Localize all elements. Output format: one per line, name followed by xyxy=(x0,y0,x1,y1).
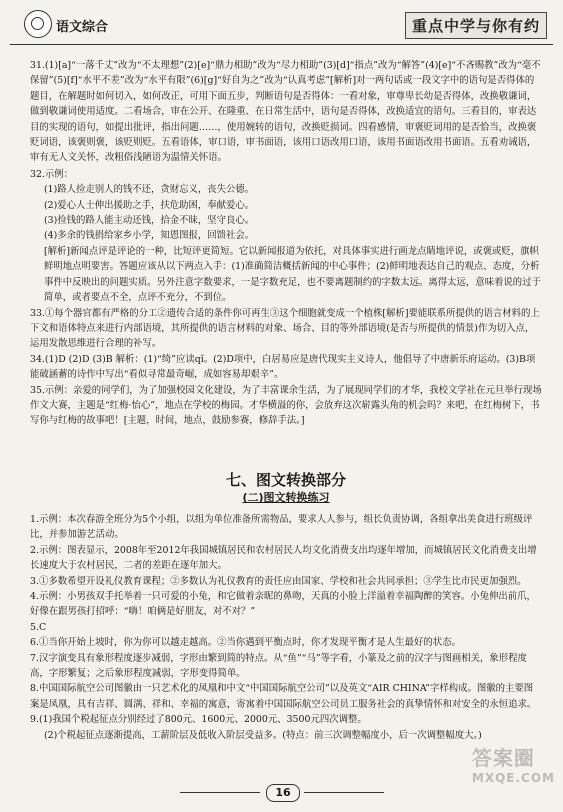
answer-ex-1: 1.示例：本次春游全班分为5个小组，以组为单位准备所需物品，要求人人参与，组长负责协调，各组拿出美食进行班级评比，并参加游艺活动。 xyxy=(30,514,533,541)
answer-34: 34.(1)D (2)D (3)B 解析：(1)“绮”应读qǐ。(2)D项中，白居易应是唐代现实主义诗人，他倡导了中唐新乐府运动。(3)B项能破涵蓄的诗作中写出“看似寻常最奇崛，成如容易却艰辛”。 xyxy=(30,353,536,381)
brand-banner: 重点中学与你有约 xyxy=(405,12,547,39)
answer-32-line-2: (2)爱心人士伸出援助之手，扶危助困，奉献爱心。 xyxy=(44,199,255,211)
page-header xyxy=(10,8,553,45)
answer-ex-6: 6.①当你开始上坡时，你为你可以越走越高。②当你遇到平衡点时，你才发现平衡才是人生最好的状态。 xyxy=(30,637,461,649)
section-title: 七、图文转换部分 xyxy=(225,471,346,489)
answer-33: 33.①每个器官都有严格的分工②遗传合适的条件你可再生③这个细胞就变成一个植株[解析]要能联系所提供的语言材料的上下文和语体特点来进行内部语境，其所提供的语言材料的对象、场合、目的等外部语境(是否与所提供的情景)作为切入点，运用发散思维进行合理的补写。 xyxy=(30,307,540,350)
watermark-main: 答案圈 xyxy=(471,746,535,770)
school-logo-icon xyxy=(24,10,52,38)
answer-block-part2 xyxy=(30,462,542,743)
answer-block-part1 xyxy=(30,58,542,429)
answer-32-line-3: (3)捡钱的路人能主动还钱，拾金不昧，坚守良心。 xyxy=(44,215,255,227)
page-number: 16 xyxy=(266,784,300,802)
subject-title: 语文综合 xyxy=(56,20,109,35)
answer-35: 35.示例：亲爱的同学们，为了加强校园文化建设，为了丰富课余生活，为了展现同学们的才华，我校文学社在元旦举行现场作文大赛，主题是“红梅·怡心”，地点在学校的梅园。才华横溢的你，会放弃这次崭露头角的机会吗？来吧，在红梅树下，书写你与红梅的故事吧！[主题，时间，地点，鼓励参赛，修辞手法。] xyxy=(30,384,542,427)
page-footer xyxy=(0,782,563,804)
answer-ex-3: 3.①多数希望开设礼仪教育课程；②多数认为礼仪教育的责任应由国家、学校和社会共同承担；③学生比市民更加强烈。 xyxy=(30,575,527,587)
footer-rule-right xyxy=(304,792,384,793)
section-subtitle: (二)图文转换练习 xyxy=(242,491,330,504)
answer-ex-4: 4.示例：小男孩双手托举着一只可爱的小兔，和它做着亲昵的鼻吻，天真的小脸上洋溢着幸福陶醉的笑容。小兔伸出前爪，好像在跟男孩打招呼：“嗨！咱俩是好朋友，对不对？” xyxy=(30,591,536,618)
watermark-sub: MXQE.COM xyxy=(471,771,555,785)
answer-ex-8: 8.中国国际航空公司图徽由一只艺术化的凤凰和中文“中国国际航空公司”以及英文“AIR CHINA”字样构成。图徽的主要图案是凤凰，具有吉祥、圆满、祥和、幸福的寓意，寄寓着中国国际航空公司员工服务社会的真挚情怀和对安全的永恒追求。 xyxy=(30,683,537,710)
watermark-logo xyxy=(472,742,555,785)
footer-rule-left xyxy=(180,792,260,793)
answer-ex-7: 7.汉字演变具有象形程度逐步减弱，字形由繁到简的特点。从“鱼”“马”等字看，小篆及之前的汉字与图画相关，象形程度高，字形繁复；之后象形程度减弱，字形变得简单。 xyxy=(30,652,527,680)
answer-32-heading: 32.示例： xyxy=(30,168,74,180)
answer-31: 31.(1)[a]“一落千丈”改为“不太理想”(2)[e]“鼎力相助”改为“尽力相助”(3)[d]“指点”改为“解答”(4)[e]“不吝赐教”改为“毫不保留”(5)[f]“水平不差”改为“水平有限”(6)[g]“好自为之”改为“认真考虑”[解析]对一两句话或一段文字中的语句是否得体的题目，在解题时如何切入，如何改正，可用下面五步，判断语句是否得体：一看对象，审尊卑长幼是否得体，改换敬谦词，做到敬谦词使用适度。二看场合，审在公开、在隆重、在日常生活中，语句是否得体，改换适宜的语句。三看目的，审表达目的实现的语句，如提出批评，指出问题……，使用婉转的语句，改换贬损词。四看感情，审褒贬词用的是否恰当，改换褒贬词语，该褒则褒，该贬则贬。五看语体，审口语，审书面语，该用口语改用口语，该用书面语改用书面语。五看劝诫语，审有无人文关怀，改粗俗浅陋语为温情关怀语。 xyxy=(30,60,541,164)
answer-ex-9-part1: 9.(1)我国个税起征点分别经过了800元、1600元、2000元、3500元四次调整。 xyxy=(30,714,367,726)
answer-32-analysis: [解析]新闻点评是评论的一种，比短评更简短。它以新闻报道为依托，对具体事实进行画龙点睛地评说，或褒或贬，旗帜鲜明地点明要害。答题应该从以下两点入手：(1)准确简洁概括新闻的中心事件；(2)鲜明地表达自己的观点、态度，分析事件中反映出的问题实质。另外注意字数要求，一是字数充足，也不要离题制约的字数太远。离得太远，意味着说的过于简单，或者要点不全，点评不充分，不到位。 xyxy=(44,245,541,304)
answer-32-line-4: (4)多余的钱捐给家乡小学，知恩图报，回馈社会。 xyxy=(44,230,255,242)
answer-32-line-1: (1)路人捡走别人的钱不还，贪财忘义，丧失公德。 xyxy=(44,184,255,196)
answer-ex-2: 2.示例：图表显示，2008年至2012年我国城镇居民和农村居民人均文化消费支出均逐年增加，而城镇居民文化消费支出增长速度大于农村居民，二者的差距在逐年加大。 xyxy=(30,544,537,572)
answer-ex-9-part2: (2)个税起征点逐渐提高，工薪阶层及低收入阶层受益多。(特点：前三次调整幅度小，后一次调整幅度大。) xyxy=(44,729,482,741)
answer-ex-5: 5.C xyxy=(30,621,47,633)
